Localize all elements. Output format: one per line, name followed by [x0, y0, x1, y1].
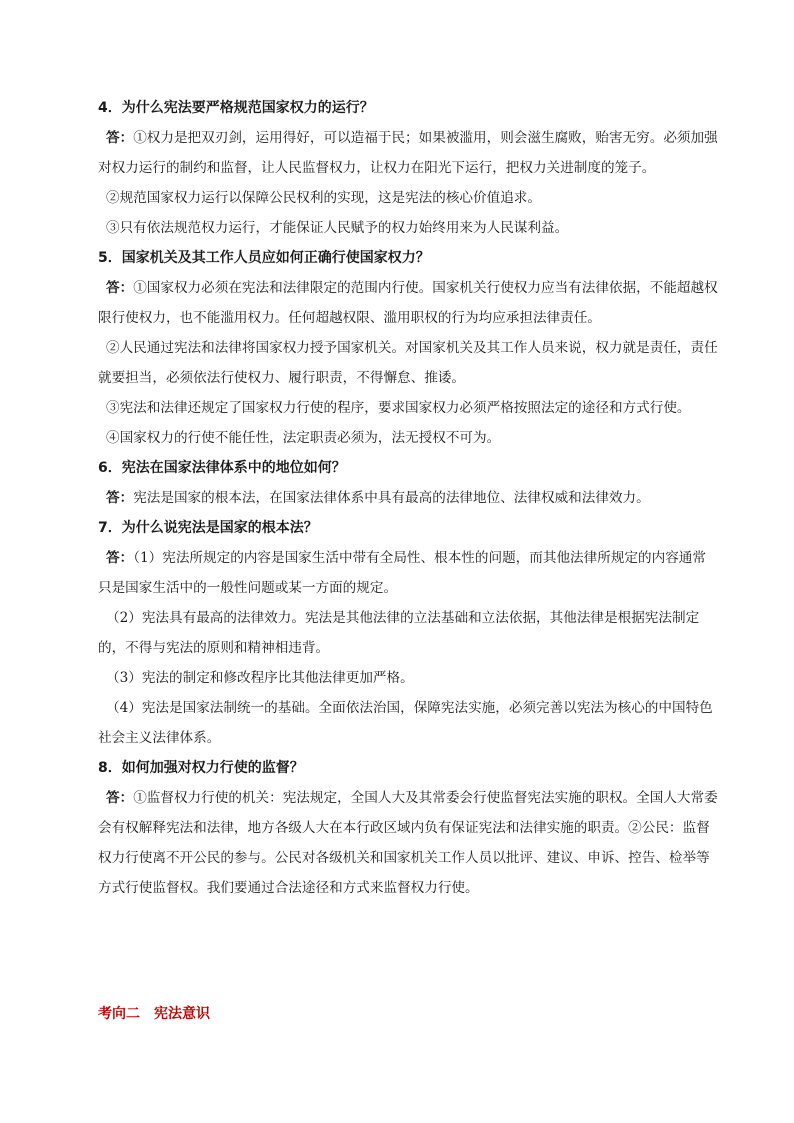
answer-paragraph: （2）宪法具有最高的法律效力。宪法是其他法律的立法基础和立法依据，其他法律是根据宪法制定的，不得与宪法的原则和精神相违背。 [98, 610, 700, 656]
question-5 [98, 243, 718, 453]
answer-paragraph: ③只有依法规范权力运行，才能保证人民赋予的权力始终用来为人民谋利益。 [106, 220, 569, 236]
answer-paragraph: （4）宪法是国家法制统一的基础。全面依法治国，保障宪法实施，必须完善以宪法为核心的中国特色社会主义法律体系。 [98, 700, 713, 746]
answer-paragraph: 答：（1）宪法所规定的内容是国家生活中带有全局性、根本性的问题，而其他法律所规定的内容通常只是国家生活中的一般性问题或某一方面的规定。 [98, 550, 706, 596]
question-title: 7．为什么说宪法是国家的根本法？ [98, 520, 318, 536]
answer-paragraph: ③宪法和法律还规定了国家权力行使的程序，要求国家权力必须严格按照法定的途径和方式行使。 [106, 400, 691, 416]
question-title: 5．国家机关及其工作人员应如何正确行使国家权力？ [98, 250, 430, 266]
question-6 [98, 453, 718, 513]
question-4 [98, 93, 718, 243]
answer-paragraph: 答：①监督权力行使的机关：宪法规定，全国人大及其常委会行使监督宪法实施的职权。全国人大常委会有权解释宪法和法律，地方各级人大在本行政区域内负有保证宪法和法律实施的职责。②公民：监督权力行使离不开公民的参与。公民对各级机关和国家机关工作人员以批评、建议、申诉、控告、检举等方式行使监督权。我们要通过合法途径和方式来监督权力行使。 [98, 790, 718, 896]
answer-label: 答： [106, 280, 134, 296]
document-content [98, 93, 718, 903]
question-8 [98, 753, 718, 903]
answer-paragraph: （3）宪法的制定和修改程序比其他法律更加严格。 [106, 670, 414, 686]
answer-label: 答： [106, 130, 134, 146]
answer-paragraph: 答：①国家权力必须在宪法和法律限定的范围内行使。国家机关行使权力应当有法律依据，不能超越权限行使权力，也不能滥用权力。任何超越权限、滥用职权的行为均应承担法律责任。 [98, 280, 718, 326]
answer-paragraph: ④国家权力的行使不能任性，法定职责必须为，法无授权不可为。 [106, 430, 501, 446]
answer-paragraph: ②人民通过宪法和法律将国家权力授予国家机关。对国家机关及其工作人员来说，权力就是责任，责任就要担当，必须依法行使权力、履行职责，不得懈怠、推诿。 [98, 340, 718, 386]
answer-paragraph: ②规范国家权力运行以保障公民权利的实现，这是宪法的核心价值追求。 [106, 190, 541, 206]
question-7 [98, 513, 718, 753]
answer-paragraph: 答：宪法是国家的根本法，在国家法律体系中具有最高的法律地位、法律权威和法律效力。 [106, 490, 650, 506]
answer-label: 答： [106, 490, 134, 506]
answer-paragraph: 答：①权力是把双刃剑，运用得好，可以造福于民；如果被滥用，则会滋生腐败，贻害无穷。必须加强对权力运行的制约和监督，让人民监督权力，让权力在阳光下运行，把权力关进制度的笼子。 [98, 130, 718, 176]
question-title: 4．为什么宪法要严格规范国家权力的运行？ [98, 100, 374, 116]
question-title: 6．宪法在国家法律体系中的地位如何？ [98, 460, 346, 476]
answer-label: 答： [106, 550, 134, 566]
answer-label: 答： [106, 790, 134, 806]
question-title: 8．如何加强对权力行使的监督？ [98, 760, 304, 776]
section-heading: 考向二 宪法意识 [98, 1006, 210, 1022]
